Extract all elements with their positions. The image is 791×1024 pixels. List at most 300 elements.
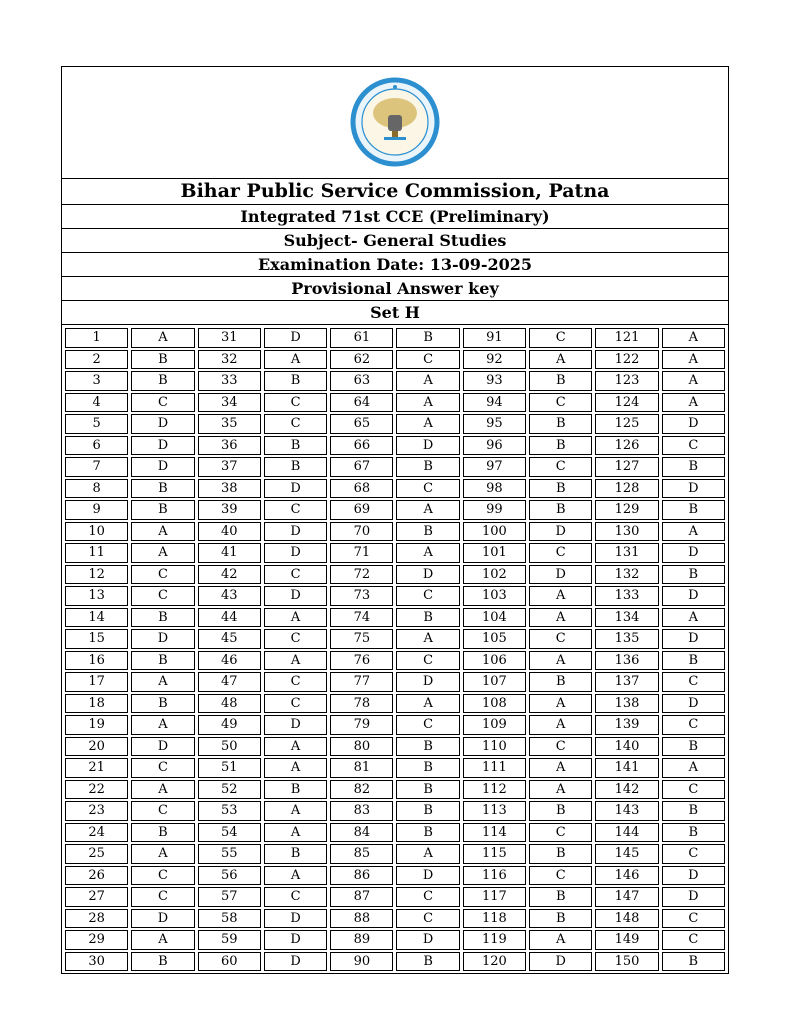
question-number: 137: [595, 672, 658, 692]
question-number: 138: [595, 694, 658, 714]
question-number: 79: [330, 715, 393, 735]
answer-option: C: [264, 414, 327, 434]
question-number: 29: [65, 930, 128, 950]
question-number: 71: [330, 543, 393, 563]
question-number: 74: [330, 608, 393, 628]
question-number: 115: [463, 844, 526, 864]
answer-option: D: [396, 672, 459, 692]
answer-option: D: [131, 436, 194, 456]
answer-option: A: [264, 758, 327, 778]
answer-option: B: [529, 371, 592, 391]
question-number: 96: [463, 436, 526, 456]
question-number: 67: [330, 457, 393, 477]
answer-option: B: [396, 737, 459, 757]
answer-option: D: [662, 887, 725, 907]
question-number: 18: [65, 694, 128, 714]
answer-option: A: [264, 350, 327, 370]
question-number: 49: [198, 715, 261, 735]
table-row: [65, 866, 725, 886]
question-number: 150: [595, 952, 658, 972]
logo-area: [62, 67, 728, 179]
answer-option: C: [529, 823, 592, 843]
question-number: 109: [463, 715, 526, 735]
answer-option: C: [662, 930, 725, 950]
question-number: 94: [463, 393, 526, 413]
answer-option: A: [529, 930, 592, 950]
answer-option: D: [662, 414, 725, 434]
answer-option: C: [662, 672, 725, 692]
table-row: [65, 350, 725, 370]
question-number: 140: [595, 737, 658, 757]
question-number: 141: [595, 758, 658, 778]
question-number: 12: [65, 565, 128, 585]
answer-option: A: [529, 586, 592, 606]
answer-option: B: [131, 952, 194, 972]
question-number: 121: [595, 328, 658, 348]
answer-option: B: [131, 479, 194, 499]
table-row: [65, 608, 725, 628]
answer-option: A: [264, 651, 327, 671]
answer-option: B: [529, 500, 592, 520]
answer-option: C: [264, 500, 327, 520]
question-number: 40: [198, 522, 261, 542]
table-row: [65, 801, 725, 821]
question-number: 117: [463, 887, 526, 907]
question-number: 3: [65, 371, 128, 391]
question-number: 64: [330, 393, 393, 413]
answer-option: C: [131, 801, 194, 821]
table-row: [65, 457, 725, 477]
answer-option: B: [662, 737, 725, 757]
table-row: [65, 952, 725, 972]
question-number: 50: [198, 737, 261, 757]
question-number: 20: [65, 737, 128, 757]
answer-option: D: [662, 866, 725, 886]
document-type: Provisional Answer key: [62, 277, 728, 301]
answer-option: B: [264, 457, 327, 477]
table-row: [65, 737, 725, 757]
answer-option: C: [529, 629, 592, 649]
question-number: 69: [330, 500, 393, 520]
answer-option: D: [131, 737, 194, 757]
question-number: 11: [65, 543, 128, 563]
table-row: [65, 500, 725, 520]
answer-option: C: [264, 393, 327, 413]
question-number: 28: [65, 909, 128, 929]
answer-option: B: [529, 887, 592, 907]
question-number: 99: [463, 500, 526, 520]
answer-option: B: [396, 952, 459, 972]
question-number: 107: [463, 672, 526, 692]
question-number: 119: [463, 930, 526, 950]
question-number: 48: [198, 694, 261, 714]
question-number: 17: [65, 672, 128, 692]
answer-option: A: [131, 672, 194, 692]
question-number: 88: [330, 909, 393, 929]
answer-option: A: [529, 651, 592, 671]
question-number: 15: [65, 629, 128, 649]
question-number: 95: [463, 414, 526, 434]
question-number: 63: [330, 371, 393, 391]
answer-option: B: [662, 952, 725, 972]
answer-option: A: [529, 715, 592, 735]
question-number: 133: [595, 586, 658, 606]
question-number: 35: [198, 414, 261, 434]
question-number: 90: [330, 952, 393, 972]
answer-option: D: [529, 952, 592, 972]
table-row: [65, 694, 725, 714]
question-number: 14: [65, 608, 128, 628]
question-number: 43: [198, 586, 261, 606]
answer-option: C: [131, 866, 194, 886]
answer-option: B: [662, 565, 725, 585]
question-number: 146: [595, 866, 658, 886]
question-number: 134: [595, 608, 658, 628]
answer-option: A: [662, 522, 725, 542]
answer-option: C: [264, 565, 327, 585]
answer-option: A: [396, 629, 459, 649]
question-number: 130: [595, 522, 658, 542]
answer-option: B: [264, 436, 327, 456]
question-number: 122: [595, 350, 658, 370]
answer-option: D: [264, 909, 327, 929]
answer-option: D: [264, 952, 327, 972]
answer-option: B: [396, 608, 459, 628]
question-number: 83: [330, 801, 393, 821]
answer-option: A: [131, 522, 194, 542]
table-row: [65, 930, 725, 950]
answer-option: C: [396, 909, 459, 929]
answer-option: A: [662, 608, 725, 628]
answer-option: A: [396, 393, 459, 413]
answer-option: D: [264, 930, 327, 950]
question-number: 62: [330, 350, 393, 370]
answer-option: D: [131, 414, 194, 434]
answer-option: B: [264, 371, 327, 391]
question-number: 76: [330, 651, 393, 671]
question-number: 89: [330, 930, 393, 950]
question-number: 21: [65, 758, 128, 778]
question-number: 58: [198, 909, 261, 929]
answer-option: A: [662, 758, 725, 778]
answer-option: C: [529, 457, 592, 477]
table-row: [65, 715, 725, 735]
answer-option: C: [396, 350, 459, 370]
answer-option: A: [529, 758, 592, 778]
answer-option: A: [529, 608, 592, 628]
answer-option: A: [264, 737, 327, 757]
question-number: 148: [595, 909, 658, 929]
question-number: 2: [65, 350, 128, 370]
answer-option: D: [264, 479, 327, 499]
table-row: [65, 651, 725, 671]
question-number: 8: [65, 479, 128, 499]
answer-option: B: [131, 651, 194, 671]
answer-option: B: [131, 608, 194, 628]
answer-option: A: [264, 866, 327, 886]
answer-option: A: [131, 543, 194, 563]
question-number: 100: [463, 522, 526, 542]
question-number: 19: [65, 715, 128, 735]
answer-option: C: [131, 565, 194, 585]
answer-option: C: [396, 715, 459, 735]
question-number: 60: [198, 952, 261, 972]
question-number: 112: [463, 780, 526, 800]
answer-option: A: [131, 844, 194, 864]
answer-option: D: [662, 479, 725, 499]
question-number: 10: [65, 522, 128, 542]
question-number: 32: [198, 350, 261, 370]
question-number: 98: [463, 479, 526, 499]
question-number: 5: [65, 414, 128, 434]
answer-option: A: [131, 780, 194, 800]
answer-option: D: [396, 866, 459, 886]
answer-option: C: [662, 844, 725, 864]
subject-name: Subject- General Studies: [62, 229, 728, 253]
question-number: 114: [463, 823, 526, 843]
question-number: 129: [595, 500, 658, 520]
question-number: 36: [198, 436, 261, 456]
answer-option: B: [529, 414, 592, 434]
answer-option: C: [529, 737, 592, 757]
answer-option: B: [131, 350, 194, 370]
answer-option: A: [396, 844, 459, 864]
question-number: 81: [330, 758, 393, 778]
answer-option: A: [396, 414, 459, 434]
question-number: 78: [330, 694, 393, 714]
question-number: 24: [65, 823, 128, 843]
question-number: 125: [595, 414, 658, 434]
question-number: 116: [463, 866, 526, 886]
answer-option: D: [264, 543, 327, 563]
answer-option: D: [662, 586, 725, 606]
question-number: 93: [463, 371, 526, 391]
answer-option: C: [264, 629, 327, 649]
question-number: 41: [198, 543, 261, 563]
table-row: [65, 672, 725, 692]
answer-option: A: [662, 393, 725, 413]
answer-option: A: [396, 694, 459, 714]
table-row: [65, 586, 725, 606]
question-number: 42: [198, 565, 261, 585]
answer-option: D: [662, 694, 725, 714]
question-number: 53: [198, 801, 261, 821]
table-row: [65, 393, 725, 413]
answer-option: D: [264, 586, 327, 606]
answer-option: D: [131, 457, 194, 477]
answer-option: C: [662, 715, 725, 735]
question-number: 126: [595, 436, 658, 456]
question-number: 9: [65, 500, 128, 520]
answer-option: B: [662, 457, 725, 477]
answer-option: B: [529, 801, 592, 821]
answer-option: B: [662, 801, 725, 821]
table-row: [65, 436, 725, 456]
question-number: 54: [198, 823, 261, 843]
answer-option: D: [662, 543, 725, 563]
table-row: [65, 758, 725, 778]
question-number: 123: [595, 371, 658, 391]
table-row: [65, 479, 725, 499]
question-number: 80: [330, 737, 393, 757]
answer-option: C: [662, 436, 725, 456]
question-number: 103: [463, 586, 526, 606]
question-number: 4: [65, 393, 128, 413]
question-number: 16: [65, 651, 128, 671]
question-number: 66: [330, 436, 393, 456]
answer-option: B: [396, 780, 459, 800]
answer-option: B: [529, 909, 592, 929]
answer-option: A: [264, 823, 327, 843]
question-number: 31: [198, 328, 261, 348]
question-number: 37: [198, 457, 261, 477]
question-number: 84: [330, 823, 393, 843]
question-number: 34: [198, 393, 261, 413]
answer-grid: [62, 326, 728, 973]
question-number: 86: [330, 866, 393, 886]
answer-option: A: [662, 328, 725, 348]
question-number: 92: [463, 350, 526, 370]
answer-option: B: [529, 479, 592, 499]
table-row: [65, 844, 725, 864]
answer-option: A: [396, 371, 459, 391]
answer-option: B: [264, 780, 327, 800]
answer-option: A: [396, 500, 459, 520]
answer-option: B: [131, 823, 194, 843]
table-row: [65, 522, 725, 542]
answer-option: A: [264, 608, 327, 628]
answer-option: A: [529, 780, 592, 800]
question-number: 132: [595, 565, 658, 585]
question-number: 127: [595, 457, 658, 477]
question-number: 26: [65, 866, 128, 886]
question-number: 27: [65, 887, 128, 907]
question-number: 144: [595, 823, 658, 843]
table-row: [65, 629, 725, 649]
question-number: 46: [198, 651, 261, 671]
question-number: 44: [198, 608, 261, 628]
question-number: 72: [330, 565, 393, 585]
answer-option: B: [529, 672, 592, 692]
answer-option: D: [264, 522, 327, 542]
answer-option: B: [131, 694, 194, 714]
answer-option: C: [264, 694, 327, 714]
answer-option: D: [131, 629, 194, 649]
table-row: [65, 414, 725, 434]
answer-option: C: [662, 909, 725, 929]
answer-option: A: [529, 694, 592, 714]
answer-option: A: [131, 715, 194, 735]
answer-option: D: [396, 565, 459, 585]
table-row: [65, 909, 725, 929]
question-number: 118: [463, 909, 526, 929]
question-number: 22: [65, 780, 128, 800]
question-number: 102: [463, 565, 526, 585]
question-number: 105: [463, 629, 526, 649]
answer-option: D: [396, 436, 459, 456]
table-row: [65, 543, 725, 563]
answer-option: B: [662, 651, 725, 671]
answer-option: D: [264, 715, 327, 735]
answer-option: B: [396, 328, 459, 348]
question-number: 68: [330, 479, 393, 499]
question-number: 149: [595, 930, 658, 950]
answer-option: C: [131, 887, 194, 907]
answer-option: C: [131, 758, 194, 778]
answer-option: B: [529, 436, 592, 456]
question-number: 38: [198, 479, 261, 499]
question-number: 143: [595, 801, 658, 821]
answer-option: D: [131, 909, 194, 929]
exam-name: Integrated 71st CCE (Preliminary): [62, 205, 728, 229]
answer-option: C: [131, 393, 194, 413]
answer-option: C: [529, 393, 592, 413]
answer-option: A: [131, 930, 194, 950]
table-row: [65, 328, 725, 348]
question-number: 70: [330, 522, 393, 542]
question-number: 25: [65, 844, 128, 864]
question-number: 51: [198, 758, 261, 778]
question-number: 85: [330, 844, 393, 864]
question-number: 120: [463, 952, 526, 972]
bpsc-logo: [340, 77, 450, 167]
question-number: 39: [198, 500, 261, 520]
answer-option: B: [396, 823, 459, 843]
table-row: [65, 565, 725, 585]
question-number: 45: [198, 629, 261, 649]
table-row: [65, 371, 725, 391]
question-number: 75: [330, 629, 393, 649]
question-number: 91: [463, 328, 526, 348]
question-number: 65: [330, 414, 393, 434]
question-number: 124: [595, 393, 658, 413]
question-number: 101: [463, 543, 526, 563]
answer-option: C: [396, 887, 459, 907]
question-number: 77: [330, 672, 393, 692]
answer-option: C: [131, 586, 194, 606]
question-number: 59: [198, 930, 261, 950]
answer-option: C: [529, 543, 592, 563]
answer-option: C: [396, 651, 459, 671]
answer-option: C: [529, 866, 592, 886]
answer-option: B: [131, 500, 194, 520]
answer-option: B: [662, 823, 725, 843]
question-number: 136: [595, 651, 658, 671]
question-number: 128: [595, 479, 658, 499]
question-number: 57: [198, 887, 261, 907]
answer-option: A: [662, 350, 725, 370]
answer-key-sheet: [61, 66, 729, 974]
answer-option: B: [529, 844, 592, 864]
question-number: 47: [198, 672, 261, 692]
question-number: 135: [595, 629, 658, 649]
question-number: 87: [330, 887, 393, 907]
answer-option: C: [264, 887, 327, 907]
question-number: 33: [198, 371, 261, 391]
question-number: 106: [463, 651, 526, 671]
table-row: [65, 887, 725, 907]
question-number: 52: [198, 780, 261, 800]
answer-option: B: [131, 371, 194, 391]
table-row: [65, 823, 725, 843]
answer-option: A: [529, 350, 592, 370]
question-number: 111: [463, 758, 526, 778]
answer-option: D: [396, 930, 459, 950]
answer-option: C: [529, 328, 592, 348]
question-number: 23: [65, 801, 128, 821]
set-label: Set H: [62, 301, 728, 325]
question-number: 30: [65, 952, 128, 972]
